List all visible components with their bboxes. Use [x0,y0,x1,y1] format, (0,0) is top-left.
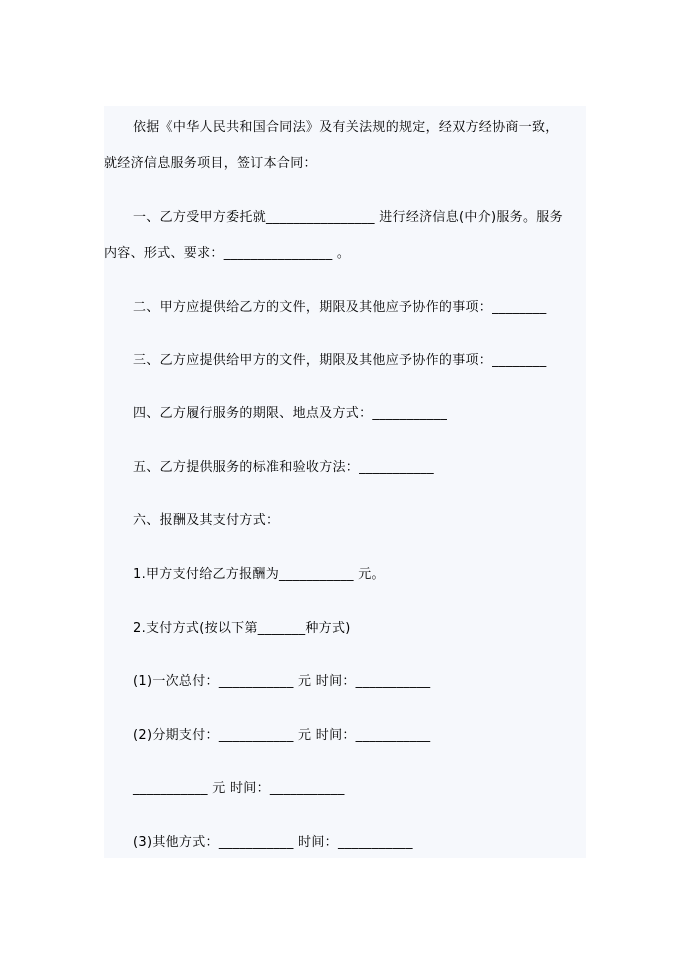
clause-5: 五、乙方提供服务的标准和验收方法：___________ [133,460,434,475]
clause-3: 三、乙方应提供给甲方的文件，期限及其他应予协作的事项：________ [133,353,547,368]
clause-1-line-1: 一、乙方受甲方委托就________________ 进行经济信息(中介)服务。服务 [133,210,563,225]
payment-method: 2.支付方式(按以下第_______种方式) [133,621,351,636]
payment-option-installment-2: ___________ 元 时间：___________ [133,781,345,796]
clause-2: 二、甲方应提供给乙方的文件，期限及其他应予协作的事项：________ [133,300,547,315]
clause-6-heading: 六、报酬及其支付方式： [133,513,280,528]
preamble-line-1: 依据《中华人民共和国合同法》及有关法规的规定，经双方经协商一致， [133,120,559,135]
clause-1-line-2: 内容、形式、要求：________________ 。 [104,246,351,261]
payment-amount: 1.甲方支付给乙方报酬为___________ 元。 [133,567,385,582]
clause-4: 四、乙方履行服务的期限、地点及方式：___________ [133,406,448,421]
preamble-line-2: 就经济信息服务项目，签订本合同： [104,156,317,171]
payment-option-installment: (2)分期支付：___________ 元 时间：___________ [133,728,431,743]
payment-option-lump-sum: (1)一次总付：___________ 元 时间：___________ [133,674,431,689]
payment-option-other: (3)其他方式：___________ 时间：___________ [133,835,413,850]
